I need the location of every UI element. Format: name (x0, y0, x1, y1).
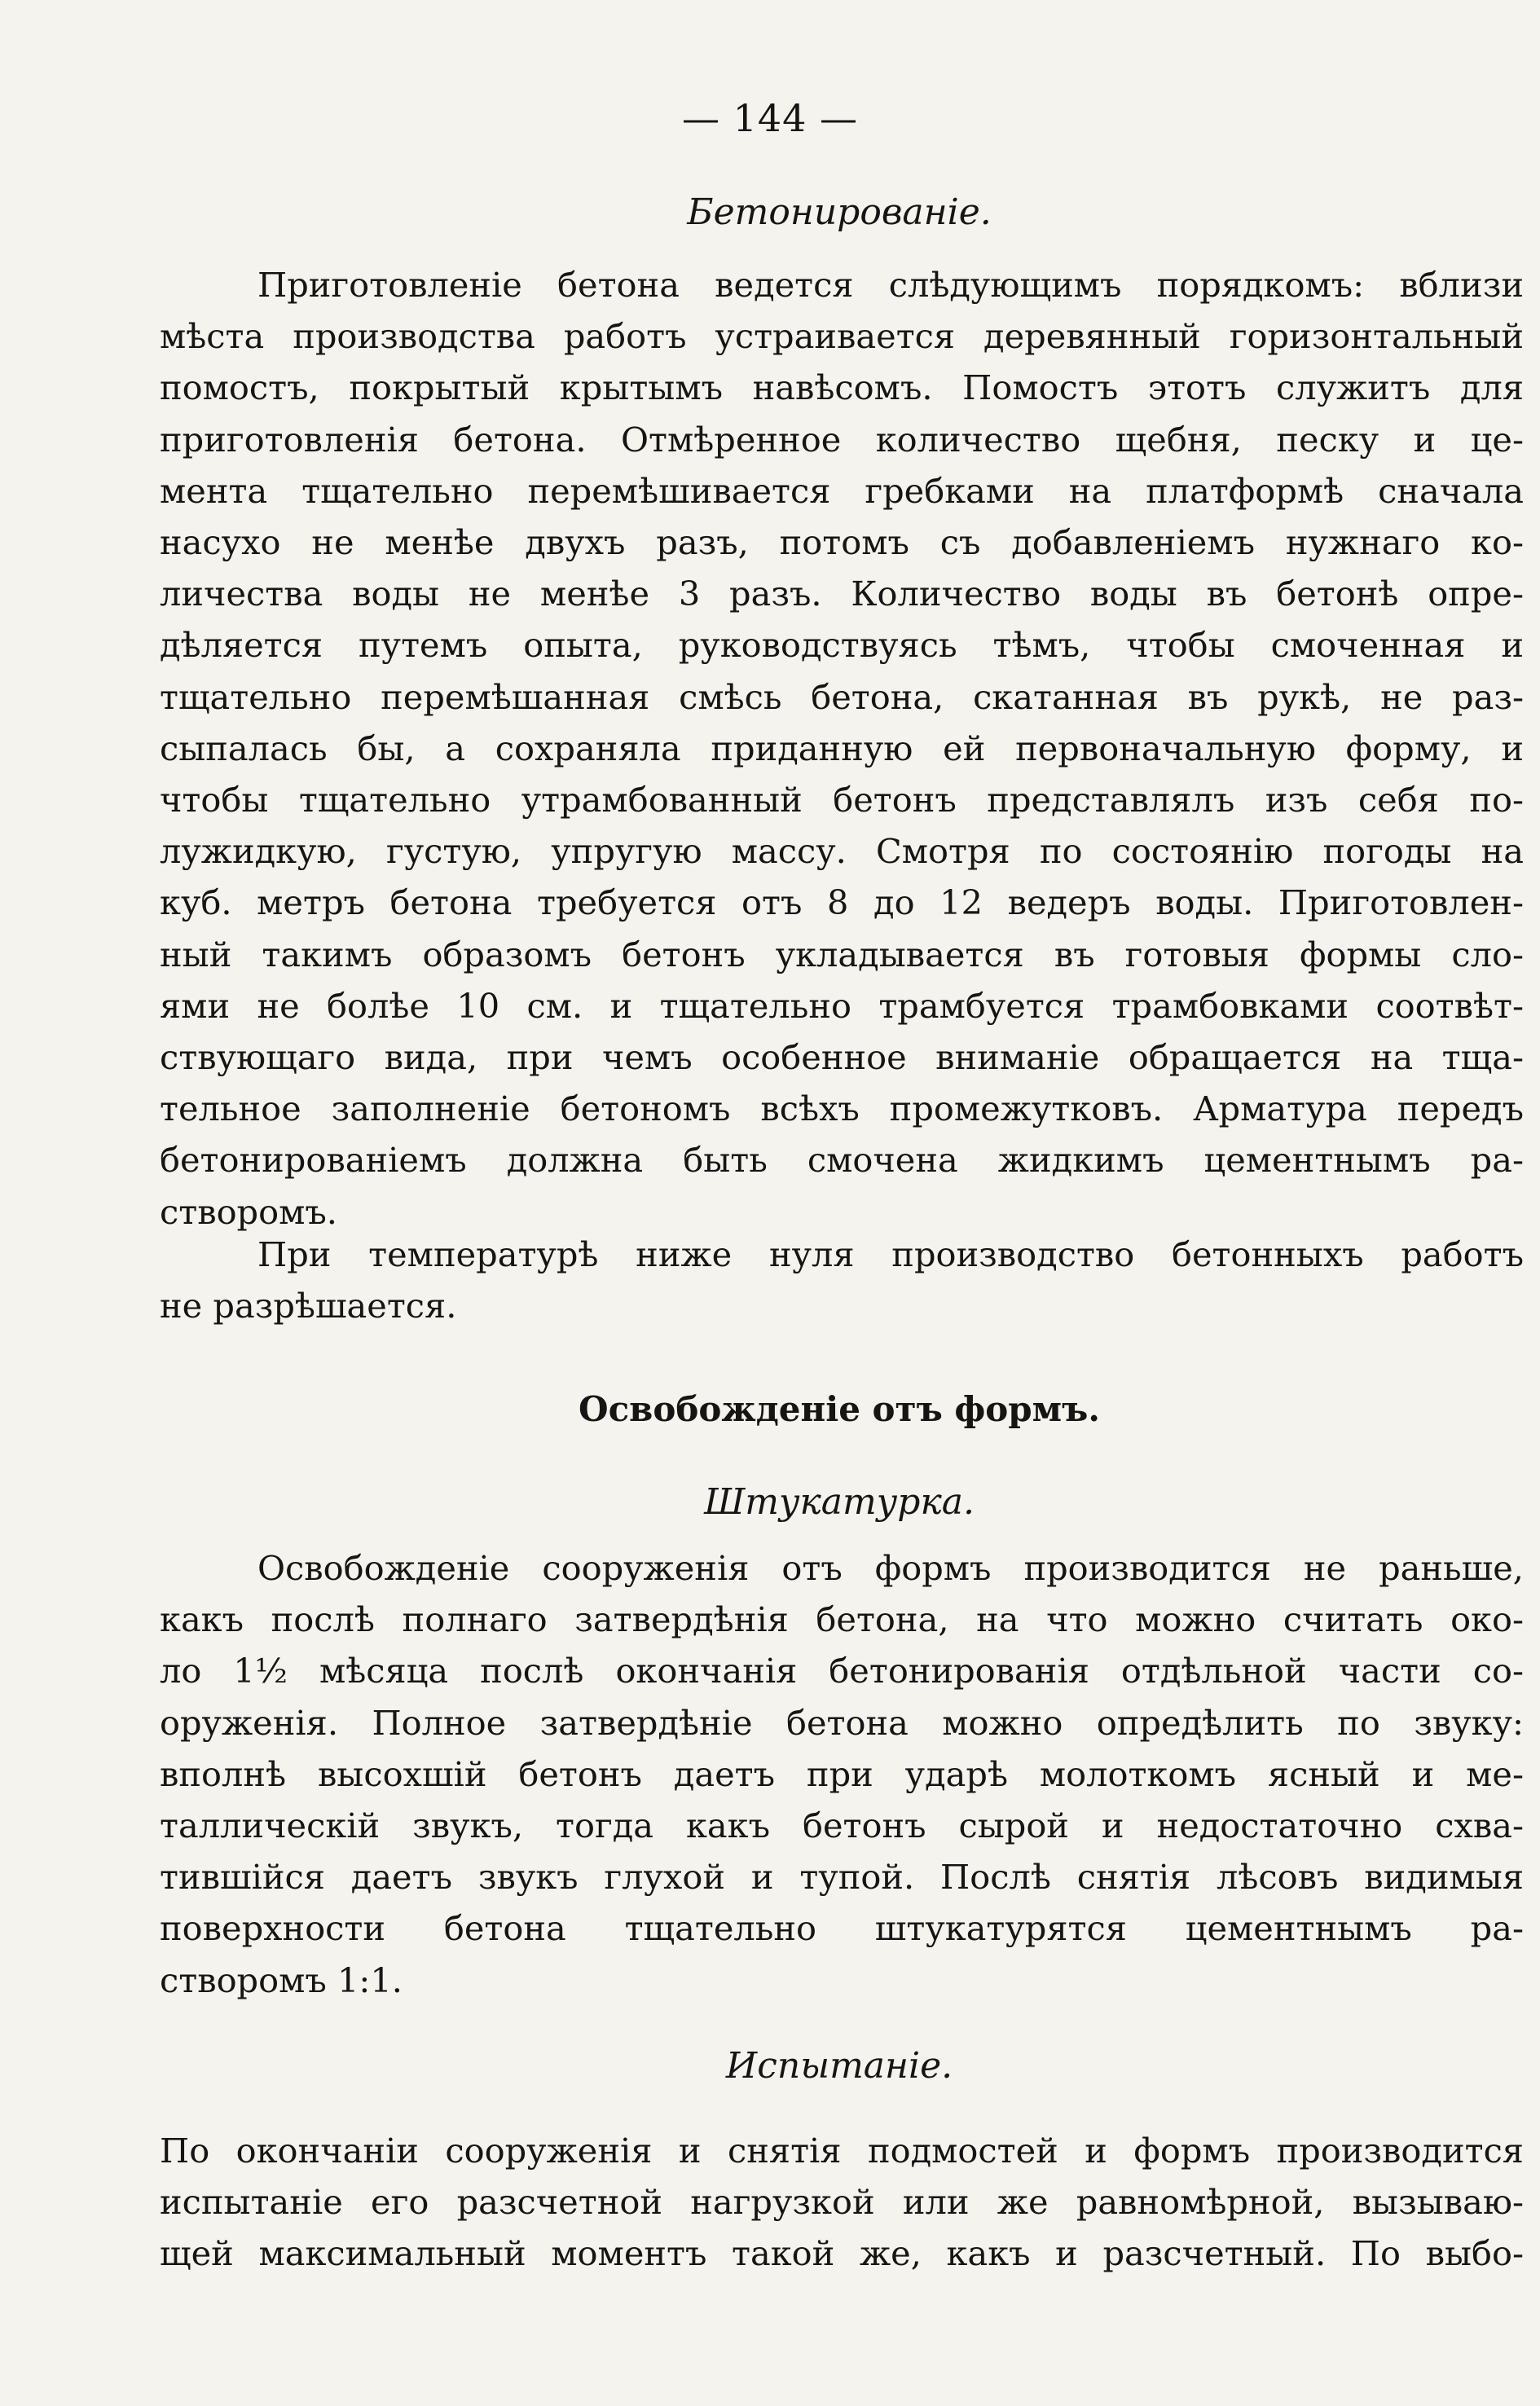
text-line: личества воды не менѣе 3 разъ. Количество воды въ бетонѣ опре- (160, 574, 1524, 614)
page-number: — 144 — (681, 96, 859, 140)
text-line: мента тщательно перемѣшивается гребками на платформѣ сначала (160, 470, 1524, 511)
paragraph-temperature-rule (160, 1229, 1524, 1331)
text-line: щей максимальный моментъ такой же, какъ и разсчетный. По выбо- (160, 2233, 1524, 2274)
section-heading-plastering: Штукатурка. (704, 1481, 975, 1523)
text-line: поверхности бетона тщательно штукатурятся цементнымъ ра- (160, 1908, 1524, 1949)
paragraph-testing (160, 2125, 1524, 2280)
text-line: таллическій звукъ, тогда какъ бетонъ сырой и недостаточно схва- (160, 1806, 1524, 1846)
text-line: сыпалась бы, а сохраняла приданную ей первоначальную форму, и (160, 728, 1524, 768)
section-heading-form-removal: Освобожденіе отъ формъ. (578, 1389, 1100, 1429)
text-line: При температурѣ ниже нуля производство бетонныхъ работъ (257, 1234, 1524, 1274)
text-line: тившійся даетъ звукъ глухой и тупой. Послѣ снятія лѣсовъ видимыя (160, 1857, 1524, 1898)
text-line: помостъ, покрытый крытымъ навѣсомъ. Помостъ этотъ служитъ для (160, 367, 1524, 408)
text-line: оруженія. Полное затвердѣніе бетона можно опредѣлить по звуку: (160, 1702, 1524, 1743)
text-line: лужидкую, густую, упругую массу. Смотря по состоянію погоды на (160, 831, 1524, 872)
text-line: приготовленія бетона. Отмѣренное количество щебня, песку и це- (160, 419, 1524, 460)
text-line: бетонированіемъ должна быть смочена жидкимъ цементнымъ ра- (160, 1140, 1524, 1181)
text-line: насухо не менѣе двухъ разъ, потомъ съ добавленіемъ нужнаго ко- (160, 522, 1524, 563)
text-line: ло 1½ мѣсяца послѣ окончанія бетонированія отдѣльной части со- (160, 1651, 1524, 1691)
section-heading-concreting: Бетонированіе. (687, 191, 992, 233)
text-line: ствующаго вида, при чемъ особенное вниманіе обращается на тща- (160, 1037, 1524, 1078)
text-line: испытаніе его разсчетной нагрузкой или же равномѣрной, вызываю- (160, 2182, 1524, 2223)
text-line: створомъ. (160, 1191, 337, 1232)
text-line: не разрѣшается. (160, 1286, 457, 1326)
text-line: тельное заполненіе бетономъ всѣхъ промежутковъ. Арматура передъ (160, 1089, 1524, 1129)
text-line: По окончаніи сооруженія и снятія подмостей и формъ производится (160, 2131, 1524, 2171)
text-line: мѣста производства работъ устраивается деревянный горизонтальный (160, 316, 1524, 357)
text-line: створомъ 1:1. (160, 1960, 403, 2000)
paragraph-form-removal (160, 1542, 1524, 2006)
paragraph-concrete-preparation (160, 259, 1524, 1238)
text-line: ями не болѣе 10 см. и тщательно трамбуется трамбовками соотвѣт- (160, 985, 1524, 1026)
text-line: ный такимъ образомъ бетонъ укладывается въ готовыя формы сло- (160, 934, 1524, 974)
text-line: куб. метръ бетона требуется отъ 8 до 12 ведеръ воды. Приготовлен- (160, 882, 1524, 923)
text-line: какъ послѣ полнаго затвердѣнія бетона, на что можно считать око- (160, 1599, 1524, 1640)
text-line: Освобожденіе сооруженія отъ формъ производится не раньше, (257, 1548, 1524, 1588)
text-line: Приготовленіе бетона ведется слѣдующимъ порядкомъ: вблизи (257, 265, 1524, 305)
text-line: тщательно перемѣшанная смѣсь бетона, скатанная въ рукѣ, не раз- (160, 676, 1524, 717)
text-line: дѣляется путемъ опыта, руководствуясь тѣмъ, чтобы смоченная и (160, 625, 1524, 666)
text-line: вполнѣ высохшій бетонъ даетъ при ударѣ молоткомъ ясный и ме- (160, 1753, 1524, 1794)
text-line: чтобы тщательно утрамбованный бетонъ представлялъ изъ себя по- (160, 780, 1524, 820)
section-heading-testing: Испытаніе. (725, 2045, 953, 2087)
